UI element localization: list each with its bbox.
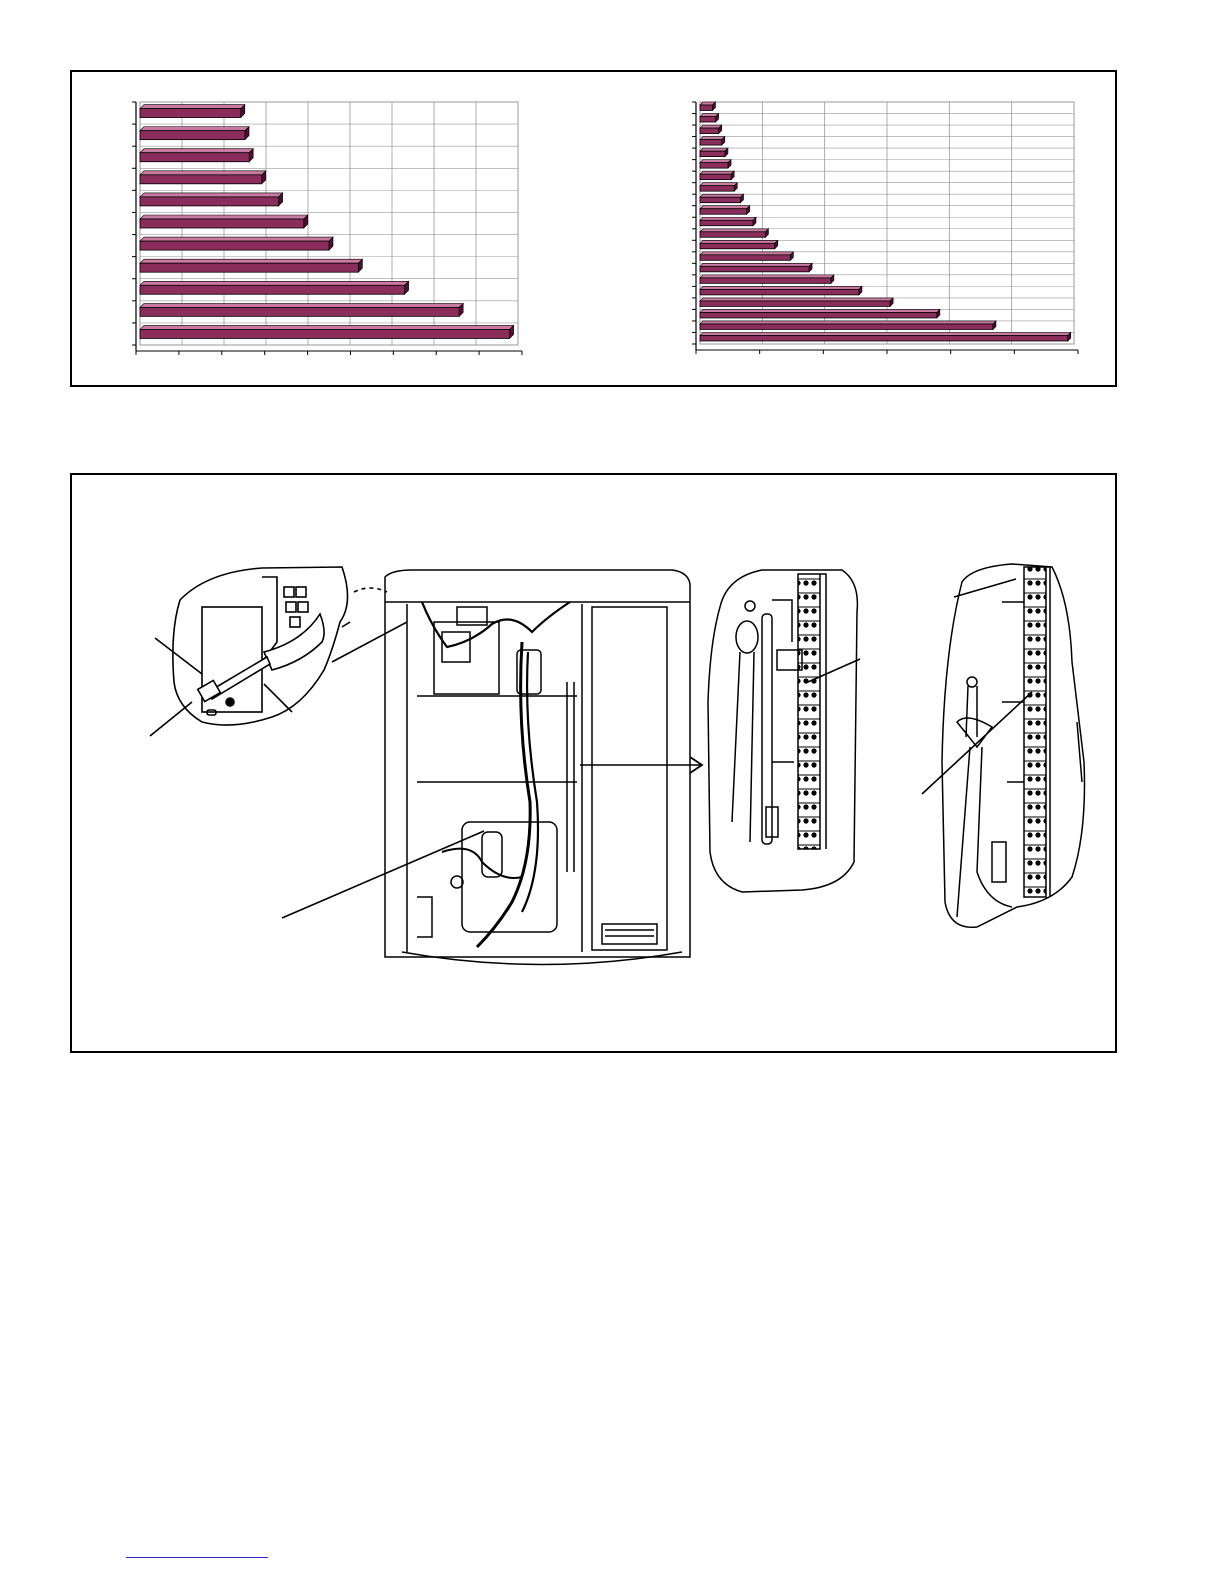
bar-face bbox=[140, 175, 262, 184]
bar bbox=[700, 263, 812, 272]
bar-face bbox=[140, 153, 249, 162]
bar bbox=[700, 275, 834, 284]
bar-face bbox=[700, 232, 765, 238]
bar-top bbox=[700, 229, 768, 232]
bar-face bbox=[700, 151, 725, 157]
bar bbox=[700, 194, 744, 203]
outdoor-unit-cutaway-icon bbox=[385, 570, 690, 965]
bar-top bbox=[700, 263, 812, 266]
bar bbox=[140, 171, 266, 184]
bar-top bbox=[700, 309, 940, 312]
bar bbox=[700, 171, 734, 180]
bar-face bbox=[700, 255, 790, 260]
bar-face bbox=[700, 140, 722, 146]
bar-face bbox=[700, 243, 775, 249]
unit-illustration-panel bbox=[70, 473, 1117, 1053]
bar bbox=[700, 298, 893, 307]
bar-face bbox=[700, 335, 1068, 341]
charts-panel bbox=[70, 70, 1117, 387]
bar-face bbox=[700, 324, 993, 330]
bar-face bbox=[700, 117, 716, 123]
bar-face bbox=[700, 278, 831, 284]
bar-face bbox=[700, 209, 747, 215]
bar bbox=[140, 237, 333, 250]
bar-top bbox=[700, 286, 862, 289]
bar bbox=[140, 325, 514, 338]
pressure-switch-detail-icon bbox=[173, 567, 350, 725]
bar-top bbox=[140, 259, 362, 263]
bar-top bbox=[700, 252, 793, 255]
bar bbox=[700, 114, 719, 123]
bar bbox=[140, 127, 249, 140]
bar-top bbox=[140, 215, 308, 219]
bar bbox=[700, 321, 996, 330]
bar bbox=[700, 137, 725, 146]
bar bbox=[140, 259, 362, 272]
bar bbox=[700, 240, 778, 249]
bar bbox=[700, 309, 940, 318]
bar-top bbox=[140, 325, 514, 329]
bar-top bbox=[140, 193, 283, 197]
bar-top bbox=[700, 240, 778, 243]
bar-face bbox=[700, 163, 728, 169]
bar-top bbox=[700, 206, 750, 209]
coil-header-detail-icon bbox=[942, 564, 1085, 927]
bar-face bbox=[700, 220, 753, 226]
bar bbox=[140, 281, 409, 294]
bar-top bbox=[140, 237, 333, 241]
bar-top bbox=[700, 321, 996, 324]
unit-illustration bbox=[72, 475, 1119, 1055]
bar-face bbox=[140, 329, 510, 338]
bar-top bbox=[140, 171, 266, 175]
bar bbox=[140, 105, 245, 118]
bar-face bbox=[140, 109, 241, 118]
bar-face bbox=[140, 285, 405, 294]
bar-face bbox=[700, 128, 719, 134]
bar bbox=[700, 183, 737, 192]
bar bbox=[700, 229, 768, 238]
bar-face bbox=[140, 263, 358, 272]
bar bbox=[700, 217, 756, 226]
bar-top bbox=[700, 160, 731, 163]
bar bbox=[140, 303, 463, 316]
bar-charts bbox=[72, 72, 1119, 389]
bar bbox=[700, 160, 731, 169]
bar-top bbox=[700, 298, 893, 301]
bar-top bbox=[700, 275, 834, 278]
bar bbox=[140, 215, 308, 228]
bar bbox=[140, 193, 283, 206]
bar-face bbox=[700, 312, 937, 318]
bar-top bbox=[140, 281, 409, 285]
bar-face bbox=[140, 197, 279, 206]
bar-top bbox=[140, 105, 245, 109]
bar-face bbox=[700, 197, 741, 203]
bar-top bbox=[700, 171, 734, 174]
footer-rule bbox=[126, 1557, 268, 1558]
bar-top bbox=[140, 149, 253, 153]
bar-top bbox=[700, 148, 728, 151]
bar-face bbox=[700, 105, 712, 111]
bar bbox=[700, 206, 750, 215]
bar bbox=[700, 286, 862, 295]
bar-face bbox=[140, 219, 304, 228]
bar-face bbox=[700, 186, 734, 192]
bar-top bbox=[700, 125, 722, 128]
bar-face bbox=[700, 174, 731, 180]
right-bar-chart bbox=[692, 102, 1078, 354]
bar bbox=[700, 125, 722, 134]
bar-face bbox=[140, 241, 329, 250]
bar bbox=[700, 332, 1071, 341]
bar bbox=[700, 252, 793, 260]
left-bar-chart bbox=[132, 102, 522, 355]
bar-face bbox=[140, 307, 459, 316]
bar-face bbox=[700, 301, 890, 307]
bar-top bbox=[700, 217, 756, 220]
bar-top bbox=[700, 332, 1071, 335]
bar-top bbox=[140, 127, 249, 131]
bar-top bbox=[700, 194, 744, 197]
bar-top bbox=[700, 137, 725, 140]
bar-top bbox=[140, 303, 463, 307]
bar-face bbox=[700, 266, 809, 272]
coil-valve-detail-icon bbox=[708, 570, 857, 892]
bar bbox=[700, 148, 728, 157]
bar bbox=[700, 102, 715, 111]
bar-face bbox=[140, 131, 245, 140]
bar-top bbox=[700, 183, 737, 186]
bar-face bbox=[700, 289, 859, 295]
bar bbox=[140, 149, 253, 162]
